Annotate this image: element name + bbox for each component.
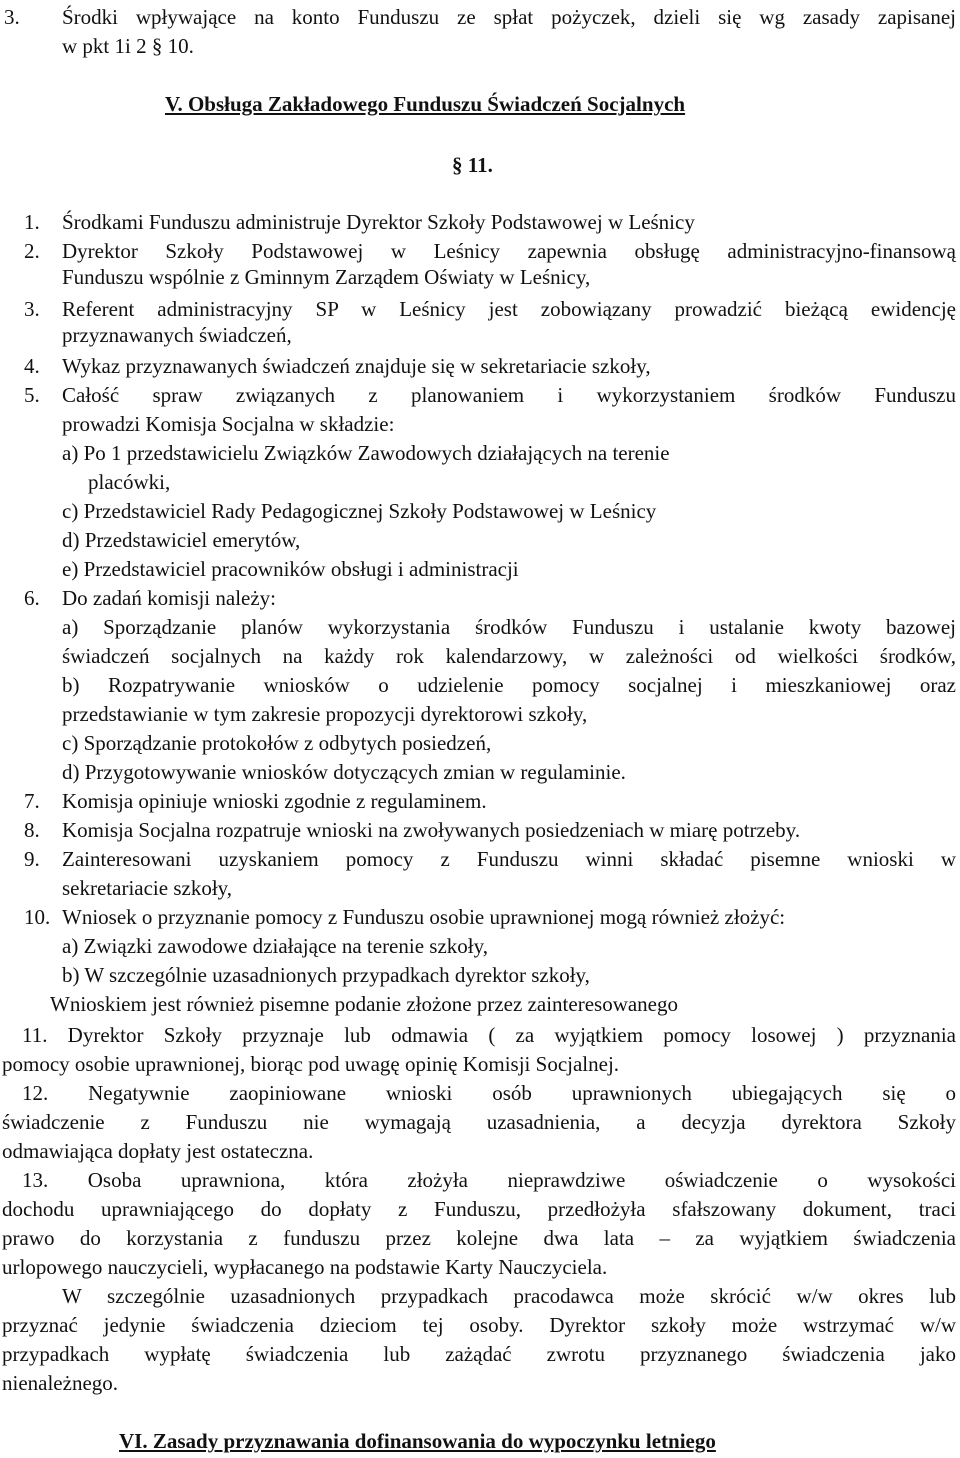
section-3-line-1: Środki wpływające na konto Funduszu ze spłat pożyczek, dzieli się wg zasady zapisanej bbox=[62, 5, 956, 29]
item-5-line-2: prowadzi Komisja Socjalna w składzie: bbox=[62, 412, 395, 436]
item-number: 8. bbox=[24, 818, 40, 842]
item-10-text: Wniosek o przyznanie pomocy z Funduszu osobie uprawnionej mogą również złożyć: bbox=[62, 905, 786, 929]
item-number: 3. bbox=[4, 5, 20, 29]
item-5-subitem-d: d) Przedstawiciel emerytów, bbox=[62, 528, 301, 552]
item-10-note: Wnioskiem jest również pisemne podanie złożone przez zainteresowanego bbox=[50, 992, 679, 1016]
section-heading: V. Obsługa Zakładowego Funduszu Świadczeń Socjalnych bbox=[165, 92, 686, 116]
item-number: 7. bbox=[24, 789, 40, 813]
item-13-line-2: dochodu uprawniającego do dopłaty z Funduszu, przedłożyła sfałszowany dokument, traci bbox=[2, 1197, 956, 1221]
item-6-subitem-b-cont: przedstawianie w tym zakresie propozycji dyrektorowi szkoły, bbox=[62, 702, 588, 726]
item-10-subitem-a: a) Związki zawodowe działające na terenie szkoły, bbox=[62, 934, 488, 958]
section-heading: VI. Zasady przyznawania dofinansowania do wypoczynku letniego bbox=[119, 1429, 716, 1453]
item-number: 9. bbox=[24, 847, 40, 871]
item-11-line-2: pomocy osobie uprawnionej, biorąc pod uwagę opinię Komisji Socjalnej. bbox=[2, 1052, 620, 1076]
item-11-line-1: 11. Dyrektor Szkoły przyznaje lub odmawia ( za wyjątkiem pomocy losowej ) przyznania bbox=[22, 1023, 956, 1047]
item-number: 6. bbox=[24, 586, 40, 610]
extra-paragraph-line-3: przypadkach wypłatę świadczenia lub zażądać zwrotu przyznanego świadczenia jako bbox=[2, 1342, 956, 1366]
item-number: 5. bbox=[24, 383, 40, 407]
item-12-line-3: odmawiająca dopłaty jest ostateczna. bbox=[2, 1139, 314, 1163]
item-5-subitem-a-cont: placówki, bbox=[88, 470, 171, 494]
item-6-subitem-a: a) Sporządzanie planów wykorzystania środków Funduszu i ustalanie kwoty bazowej bbox=[62, 615, 956, 639]
extra-paragraph-line-1: W szczególnie uzasadnionych przypadkach pracodawca może skrócić w/w okres lub bbox=[62, 1284, 956, 1308]
item-1-text: Środkami Funduszu administruje Dyrektor Szkoły Podstawowej w Leśnicy bbox=[62, 210, 695, 234]
item-13-line-4: urlopowego nauczycieli, wypłacanego na podstawie Karty Nauczyciela. bbox=[2, 1255, 608, 1279]
paragraph-number: § 11. bbox=[452, 153, 493, 177]
item-6-text: Do zadań komisji należy: bbox=[62, 586, 277, 610]
item-number: 10. bbox=[24, 905, 51, 929]
item-5-subitem-e: e) Przedstawiciel pracowników obsługi i administracji bbox=[62, 557, 519, 581]
item-number: 4. bbox=[24, 354, 40, 378]
item-9-line-1: Zainteresowani uzyskaniem pomocy z Funduszu winni składać pisemne wnioski w bbox=[62, 847, 956, 871]
item-2-line-1: Dyrektor Szkoły Podstawowej w Leśnicy zapewnia obsługę administracyjno-finansową bbox=[62, 239, 956, 263]
item-9-line-2: sekretariacie szkoły, bbox=[62, 876, 233, 900]
item-3-line-1: Referent administracyjny SP w Leśnicy jest zobowiązany prowadzić bieżącą ewidencję bbox=[62, 297, 956, 321]
extra-paragraph-line-4: nienależnego. bbox=[2, 1371, 119, 1395]
item-6-subitem-b: b) Rozpatrywanie wniosków o udzielenie pomocy socjalnej i mieszkaniowej oraz bbox=[62, 673, 956, 697]
item-8-text: Komisja Socjalna rozpatruje wnioski na zwoływanych posiedzeniach w miarę potrzeby. bbox=[62, 818, 801, 842]
item-13-line-1: 13. Osoba uprawniona, która złożyła nieprawdziwe oświadczenie o wysokości bbox=[22, 1168, 956, 1192]
item-7-text: Komisja opiniuje wnioski zgodnie z regulaminem. bbox=[62, 789, 487, 813]
item-13-line-3: prawo do korzystania z funduszu przez kolejne dwa lata – za wyjątkiem świadczenia bbox=[2, 1226, 956, 1250]
section-3-line-2: w pkt 1i 2 § 10. bbox=[62, 34, 194, 58]
item-6-subitem-a-cont: świadczeń socjalnych na każdy rok kalendarzowy, w zależności od wielkości środków, bbox=[62, 644, 956, 668]
item-6-subitem-d: d) Przygotowywanie wniosków dotyczących zmian w regulaminie. bbox=[62, 760, 626, 784]
item-4-text: Wykaz przyznawanych świadczeń znajduje się w sekretariacie szkoły, bbox=[62, 354, 651, 378]
item-10-subitem-b: b) W szczególnie uzasadnionych przypadkach dyrektor szkoły, bbox=[62, 963, 590, 987]
item-2-line-2: Funduszu wspólnie z Gminnym Zarządem Oświaty w Leśnicy, bbox=[62, 265, 591, 289]
item-number: 2. bbox=[24, 239, 40, 263]
item-number: 3. bbox=[24, 297, 40, 321]
item-12-line-1: 12. Negatywnie zaopiniowane wnioski osób uprawnionych ubiegających się o bbox=[22, 1081, 956, 1105]
item-3-line-2: przyznawanych świadczeń, bbox=[62, 323, 292, 347]
extra-paragraph-line-2: przyznać jedynie świadczenia dzieciom tej osoby. Dyrektor szkoły może wstrzymać w/w bbox=[2, 1313, 956, 1337]
item-number: 1. bbox=[24, 210, 40, 234]
item-5-line-1: Całość spraw związanych z planowaniem i wykorzystaniem środków Funduszu bbox=[62, 383, 956, 407]
item-12-line-2: świadczenie z Funduszu nie wymagają uzasadnienia, a decyzja dyrektora Szkoły bbox=[2, 1110, 956, 1134]
item-5-subitem-a: a) Po 1 przedstawicielu Związków Zawodowych działających na terenie bbox=[62, 441, 670, 465]
item-5-subitem-c: c) Przedstawiciel Rady Pedagogicznej Szkoły Podstawowej w Leśnicy bbox=[62, 499, 657, 523]
item-6-subitem-c: c) Sporządzanie protokołów z odbytych posiedzeń, bbox=[62, 731, 492, 755]
